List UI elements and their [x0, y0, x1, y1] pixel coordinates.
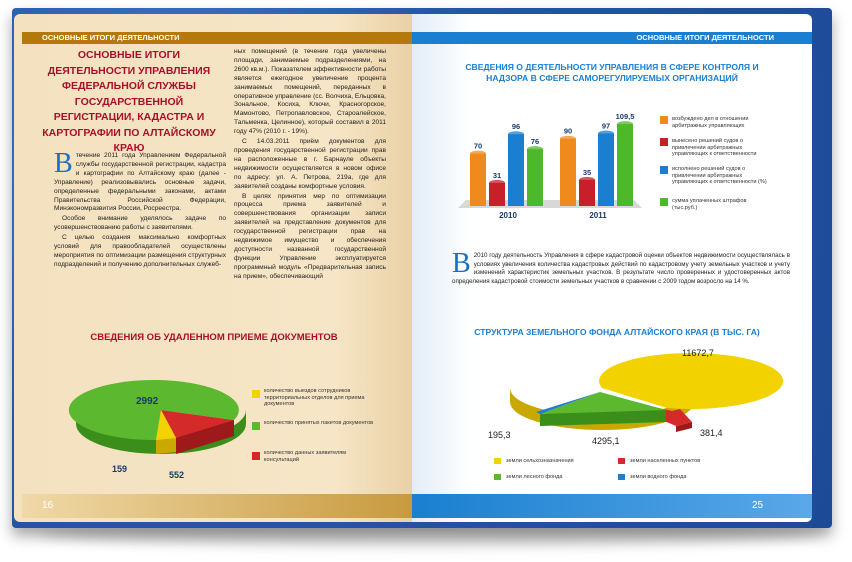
- yellow-slice-depth: [156, 438, 176, 454]
- dropcap-left: В: [54, 148, 73, 179]
- dropcap-right: В: [452, 248, 471, 279]
- left-col1-p1: течение 2011 года Управлением Федеральной службы государственной регистрации, кадастра и картографии по Алтайскому краю (далее - Управление) реализовывались основные задачи, определенные федеральными законами, актами Правительства Российской Федерации, Минэкономразвития России, Росреестра.: [54, 152, 226, 213]
- bar-legend-swatch: [660, 166, 668, 174]
- bar-value-label: 76: [530, 137, 540, 147]
- pie-value-yellow: 11672,7: [682, 348, 714, 358]
- pie-legend-1: земли сельхозназначения: [506, 458, 574, 464]
- right-page: [412, 14, 812, 522]
- pie-legend-swatch-2: [618, 458, 625, 464]
- bar-2010-1: [489, 180, 505, 206]
- bar-legend-item: возбуждено дел в отношении арбитражных управляющих: [672, 116, 749, 129]
- bar-category-label: 2010: [499, 211, 517, 220]
- pie-label-yellow: 159: [112, 464, 128, 474]
- pie-legend-2: земли населенных пунктов: [630, 458, 701, 464]
- right-header: ОСНОВНЫЕ ИТОГИ ДЕЯТЕЛЬНОСТИ: [412, 32, 812, 44]
- bar-value-label: 31: [492, 170, 502, 180]
- bar-chart-title: СВЕДЕНИЯ О ДЕЯТЕЛЬНОСТИ УПРАВЛЕНИЯ В СФЕРЕ КОНТРОЛЯ И НАДЗОРА В СФЕРЕ САМОРЕГУЛИРУЕМЫХ ОРГАНИЗАЦИЙ: [465, 62, 759, 83]
- right-text-body: 2010 году деятельность Управления в сфере кадастровой оценки объектов недвижимости осуществлялась в условиях увеличения количества кадастровых действий по кадастровому учету земельных участков и учету изменений характеристик земельных участков. В результате число проверенных и удостоверенных актов определения кадастровой стоимости земельных участков в сравнении с 2009 годом возросло на 14 %.: [452, 252, 790, 285]
- left-col2-p2: С 14.03.2011 приём документов для проведения государственной регистрации прав на расположенные в г. Барнауле объекты недвижимости осуществляется в новом офисе по адресу: ул. А. Петрова, 219а, где для заявителей созданы комфортные условия.: [234, 138, 386, 190]
- bar-2011-0: [560, 136, 576, 206]
- legend-swatch-green: [252, 422, 260, 430]
- pie-label-red: 552: [169, 470, 185, 480]
- bar-value-label: 90: [563, 126, 573, 136]
- left-pie-title: СВЕДЕНИЯ ОБ УДАЛЕННОМ ПРИЕМЕ ДОКУМЕНТОВ: [90, 332, 338, 343]
- bar-value-label: 35: [582, 167, 592, 177]
- left-column-2: [234, 48, 386, 283]
- pie-value-red: 381,4: [700, 428, 723, 438]
- bar-legend-swatch: [660, 138, 668, 146]
- left-footer: [22, 494, 412, 518]
- left-col1-p3: С целью создания максимально комфортных условий для правообладателей осуществлены мероприятия по оптимизации размещения структурных подразделений и получению дополнительных служеб-: [54, 234, 226, 268]
- bar-legend-swatch: [660, 116, 668, 124]
- left-column-1: [54, 148, 226, 271]
- legend-item-3: количество данных заявителям консультаций: [264, 450, 347, 463]
- legend-swatch-red: [252, 452, 260, 460]
- left-col2-p3: В целях принятия мер по оптимизации процесса приема заявителей и совершенствования организации записи заявителей на представление документов для государственной регистрации прав на недвижимое имущество и обеспечения доступности названной государственной функции Управление эксплуатируется программный модуль «Предварительная запись на прием», обеспечивающий: [234, 192, 386, 280]
- pie-value-blue: 195,3: [488, 430, 511, 440]
- bar-2011-2: [598, 130, 614, 206]
- legend-item-2: количество принятых пакетов документов: [264, 420, 374, 426]
- pie-legend-swatch-3: [494, 474, 501, 480]
- bar-chart: [452, 98, 652, 230]
- bar-category-label: 2011: [589, 211, 607, 220]
- bar-legend-swatch: [660, 198, 668, 206]
- right-pie-title: СТРУКТУРА ЗЕМЕЛЬНОГО ФОНДА АЛТАЙСКОГО КРАЯ (В ТЫС. ГА): [474, 327, 760, 337]
- left-title: ОСНОВНЫЕ ИТОГИ ДЕЯТЕЛЬНОСТИ УПРАВЛЕНИЯ ФЕДЕРАЛЬНОЙ СЛУЖБЫ ГОСУДАРСТВЕННОЙ РЕГИСТРАЦИИ, КАДАСТРА И КАРТОГРАФИИ ПО АЛТАЙСКОМУ КРАЮ: [42, 49, 216, 154]
- legend-item-1: количество выездов сотрудников территориальных отделов для приема документов: [264, 388, 365, 408]
- pie-label-big: 2992: [136, 396, 159, 407]
- left-col1-p2: Особое внимание уделялось задаче по усовершенствованию работы с заявителями.: [54, 215, 226, 232]
- left-pie-chart: [64, 362, 254, 492]
- bar-value-label: 96: [511, 122, 521, 132]
- bar-2010-2: [508, 131, 524, 206]
- bar-2010-0: [470, 151, 486, 206]
- left-page: [14, 14, 412, 522]
- pie-legend-4: земли водного фонда: [630, 474, 687, 480]
- bar-2010-3: [527, 146, 543, 206]
- pie-legend-swatch-1: [494, 458, 501, 464]
- bar-value-label: 109,5: [615, 112, 635, 122]
- legend-swatch-yellow: [252, 390, 260, 398]
- left-col2-p1: ных помещений (в течение года увеличены площади, занимаемые подразделениями, на 2600 кв.м.). Показателем эффективности работы является ежегодное увеличение процента занимаемых помещений, переданных в оперативное управление (сс. Волчиха, Ельцовка, Зональное, Косиха, Ключи, Красногорское, Мамонтово, Петропавловское, Староалейское, Тальменка, Целинное), который составил в 2011 году 47% (2010 г. - 19%).: [234, 48, 386, 136]
- right-footer: [412, 494, 812, 518]
- pie-legend-swatch-4: [618, 474, 625, 480]
- pie-value-green: 4295,1: [592, 436, 620, 446]
- left-page-number: 16: [42, 500, 54, 511]
- right-page-number: 25: [752, 500, 764, 511]
- right-text: [452, 248, 790, 287]
- right-pie-chart: [482, 344, 792, 449]
- left-header: ОСНОВНЫЕ ИТОГИ ДЕЯТЕЛЬНОСТИ: [22, 32, 412, 44]
- pie-legend-3: земли лесного фонда: [506, 474, 563, 480]
- bar-value-label: 70: [473, 141, 483, 151]
- bar-2011-1: [579, 177, 595, 206]
- bar-legend-item: вынесено решений судов о привлечении арбитражных управляющих к ответственности: [672, 138, 757, 158]
- bar-value-label: 97: [601, 121, 611, 131]
- bar-2011-3: [617, 121, 633, 206]
- bar-legend-item: исполнено решений судов о привлечении арбитражных управляющих к ответственности (%): [672, 166, 767, 186]
- bar-legend-item: сумма уплаченных штрафов (тыс.руб.): [672, 198, 747, 211]
